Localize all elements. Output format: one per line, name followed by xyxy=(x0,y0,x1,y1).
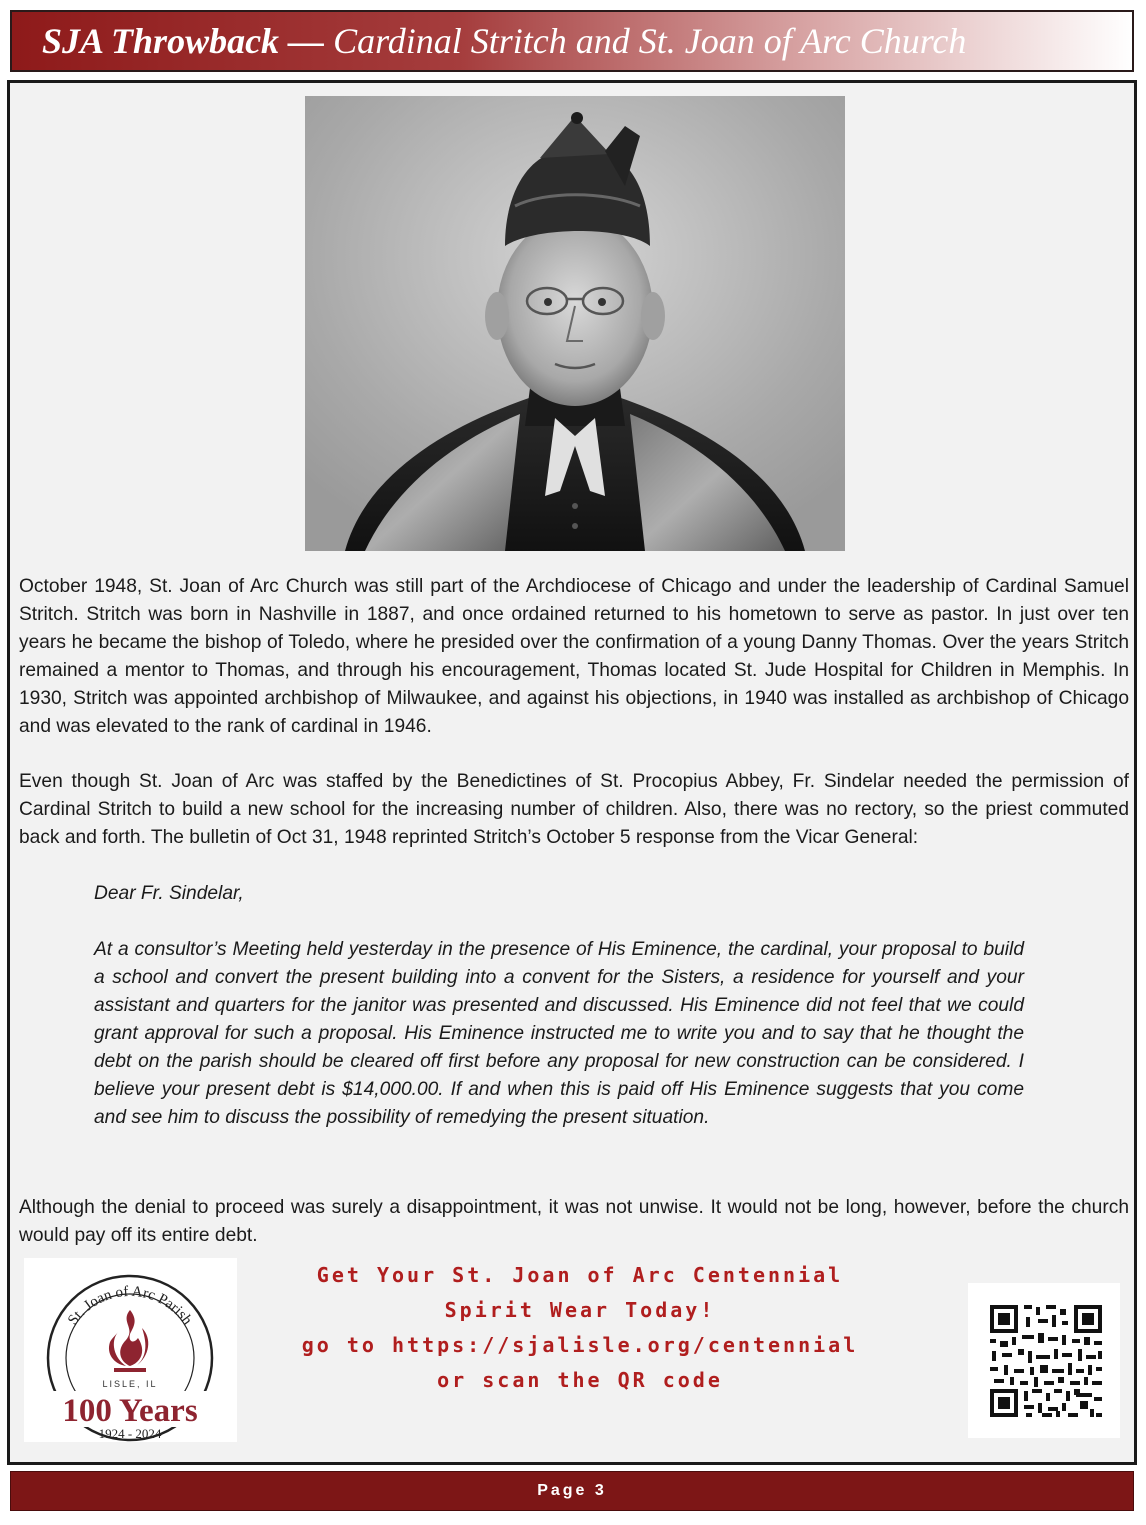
letter-salutation: Dear Fr. Sindelar, xyxy=(94,883,244,904)
cardinal-portrait-photo xyxy=(305,96,845,551)
centennial-logo-graphic xyxy=(24,1258,237,1442)
logo-arc-text: St. Joan of Arc Parish xyxy=(65,1283,195,1329)
promo-line-4: or scan the QR code xyxy=(437,1368,723,1392)
qr-code[interactable] xyxy=(968,1283,1120,1438)
logo-years-label: 100 Years xyxy=(62,1393,198,1429)
qr-code-icon xyxy=(968,1283,1120,1438)
title-subject: Cardinal Stritch and St. Joan of Arc Church xyxy=(333,21,967,61)
page-title xyxy=(42,20,966,62)
logo-date-range: 1924 - 2024 xyxy=(98,1426,162,1441)
article-paragraph-2: Even though St. Joan of Arc was staffed by the Benedictines of St. Procopius Abbey, Fr. Sindelar needed the permission of Cardinal Stritch to build a new school for the increasing number of children. Also, there was no rectory, so the priest commuted back and forth. The bulletin of Oct 31, 1948 reprinted Stritch’s October 5 response from the Vicar General: xyxy=(19,771,1129,848)
spirit-wear-promo xyxy=(235,1258,925,1398)
portrait-illustration xyxy=(305,96,845,551)
logo-location: LISLE, IL xyxy=(102,1379,158,1389)
promo-line-3[interactable]: go to https://sjalisle.org/centennial xyxy=(301,1333,859,1357)
article-paragraph-1: October 1948, St. Joan of Arc Church was still part of the Archdiocese of Chicago and under the leadership of Cardinal Samuel Stritch. Stritch was born in Nashville in 1887, and once ordained returned to his hometown to serve as pastor. In just over ten years he became the bishop of Toledo, where he presided over the confirmation of a young Danny Thomas. Over the years Stritch remained a mentor to Thomas, and through his encouragement, Thomas located St. Jude Hospital for Children in Memphis. In 1930, Stritch was appointed archbishop of Milwaukee, and against his objections, in 1940 was installed as archbishop of Chicago and was elevated to the rank of cardinal in 1946. xyxy=(19,576,1129,737)
promo-line-1: Get Your St. Joan of Arc Centennial xyxy=(316,1263,844,1287)
centennial-logo xyxy=(24,1258,237,1442)
article-paragraph-3: Although the denial to proceed was surely a disappointment, it was not unwise. It would not be long, however, before the church would pay off its entire debt. xyxy=(19,1197,1129,1246)
page-footer-bar xyxy=(10,1471,1134,1511)
page-number: Page 3 xyxy=(537,1482,607,1499)
header-banner xyxy=(10,10,1134,72)
letter-body: At a consultor’s Meeting held yesterday in the presence of His Eminence, the cardinal, your proposal to build a school and convert the present building into a convent for the Sisters, a residence for yourself and your assistant and quarters for the janitor was presented and discussed. His Eminence did not feel that we could grant approval for such a proposal. His Eminence instructed me to write you and to say that he thought the debt on the parish should be cleared off first before any proposal for new construction can be considered. I believe your present debt is $14,000.00. If and when this is paid off His Eminence suggests that you come and see him to discuss the possibility of remedying the present situation. xyxy=(94,939,1024,1128)
flame-icon xyxy=(109,1310,148,1372)
promo-line-2: Spirit Wear Today! xyxy=(444,1298,716,1322)
title-series: SJA Throwback — xyxy=(42,21,325,61)
article-frame xyxy=(7,80,1137,1465)
